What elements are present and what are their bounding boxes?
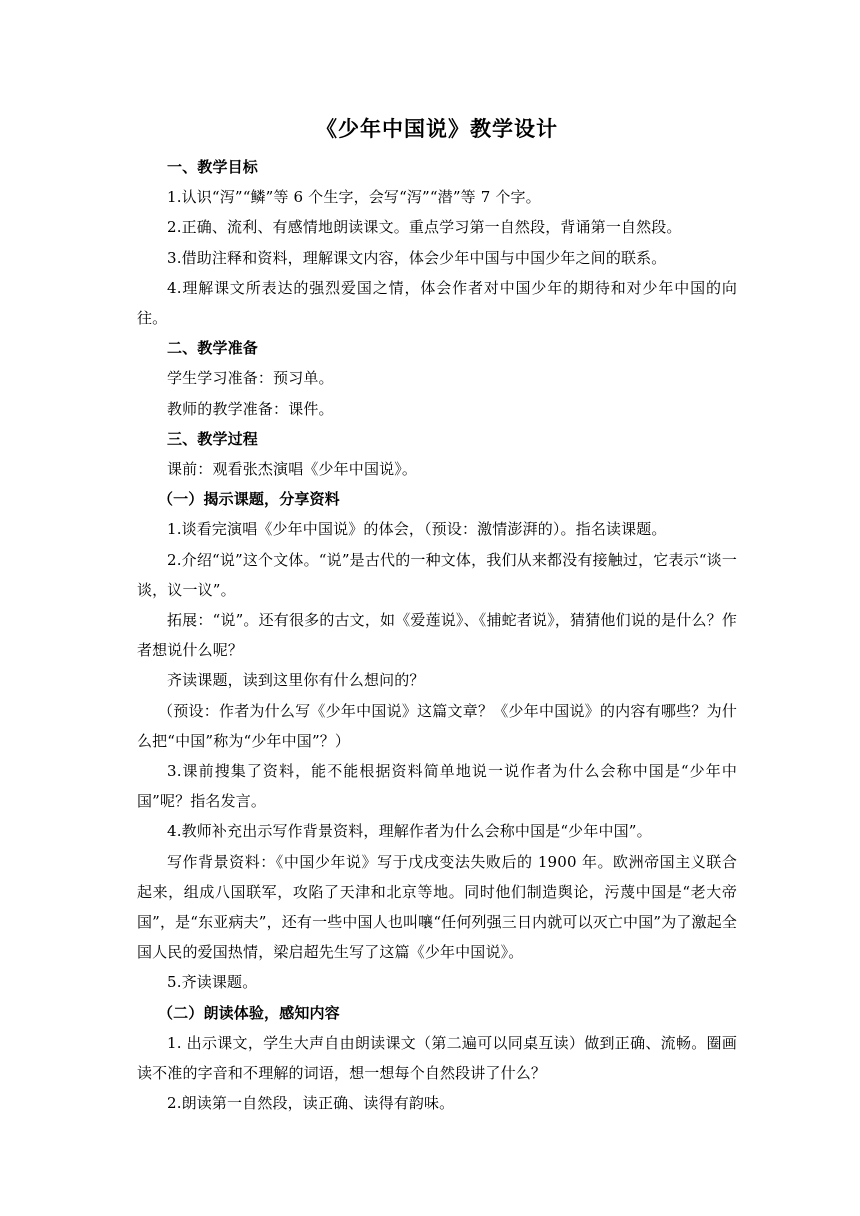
section-heading-objectives: 一、教学目标 [167,158,258,176]
preset-questions: （预设：作者为什么写《少年中国说》这篇文章？《少年中国说》的内容有哪些？为什么把“中国”称为“少年中国”？） [137,701,737,750]
step-2-1: 1. 出示课文，学生大声自由朗读课文（第二遍可以同桌互读）做到正确、流畅。圈画读不准的字音和不理解的词语，想一想每个自然段讲了什么？ [137,1033,737,1083]
read-topic-question: 齐读课题，读到这里你有什么想问的？ [167,671,425,690]
objective-4: 4.理解课文所表达的强烈爱国之情，体会作者对中国少年的期待和对少年中国的向往。 [137,278,737,328]
section-heading-process: 三、教学过程 [167,429,258,448]
step-1-2: 2.介绍“说”这个文体。“说”是古代的一种文体，我们从来都没有接触过，它表示“谈一谈，议一议”。 [137,550,737,599]
student-preparation: 学生学习准备：预习单。 [167,369,334,388]
extension: 拓展：“说”。还有很多的古文，如《爱莲说》、《捕蛇者说》，猜猜他们说的是什么？作者想说什么呢？ [137,611,737,660]
document-title: 《少年中国说》教学设计 [316,116,558,141]
teacher-preparation: 教师的教学准备：课件。 [167,399,334,418]
step-2-2: 2.朗读第一自然段，读正确、读得有韵味。 [167,1094,455,1113]
subheading-reading-experience: （二）朗读体验，感知内容 [158,1003,340,1022]
background-material: 写作背景资料：《中国少年说》写于戊戌变法失败后的 1900 年。欧洲帝国主义联合起来，组成八国联军，攻陷了天津和北京等地。同时他们制造舆论，污蔑中国是“老大帝国”，是“东亚病夫”，还有一些中国人也叫嚷“任何列强三日内就可以灭亡中国”为了激起全国人民的爱国热情，梁启超先生写了这篇《少年中国说》。 [137,852,737,962]
section-heading-preparation: 二、教学准备 [167,339,258,358]
subheading-reveal-topic: （一）揭示课题，分享资料 [158,490,340,509]
objective-3: 3.借助注释和资料，理解课文内容，体会少年中国与中国少年之间的联系。 [167,248,667,267]
document-body [137,108,737,1119]
pre-class: 课前：观看张杰演唱《少年中国说》。 [167,460,418,479]
step-1-4: 4.教师补充出示写作背景资料，理解作者为什么会称中国是“少年中国”。 [167,822,652,841]
step-1-1: 1.谈看完演唱《少年中国说》的体会，（预设：激情澎湃的）。指名读课题。 [167,520,667,539]
step-1-3: 3.课前搜集了资料，能不能根据资料简单地说一说作者为什么会称中国是“少年中国”呢？指名发言。 [137,762,737,811]
document-content [137,152,737,1119]
objective-1: 1.认识“泻”“鳞”等 6 个生字，会写“泻”“潜”等 7 个字。 [167,188,541,207]
objective-2: 2.正确、流利、有感情地朗读课文。重点学习第一自然段，背诵第一自然段。 [167,218,682,237]
step-1-5: 5.齐读课题。 [167,973,258,992]
